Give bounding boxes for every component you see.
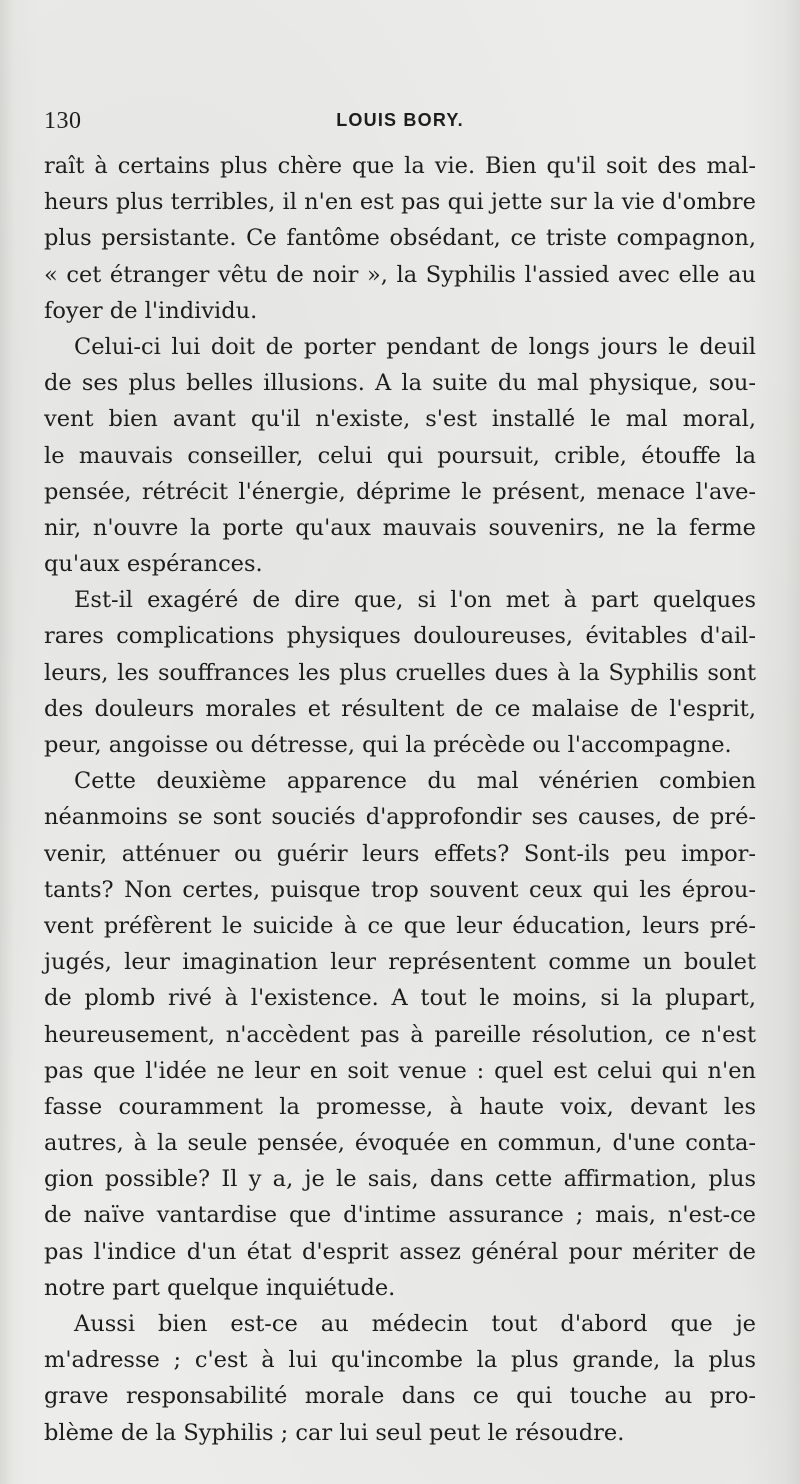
text-line: qu'aux espérances. <box>44 551 263 578</box>
text-line: de plomb rivé à l'existence. A tout le moins, si la plupart, <box>44 985 756 1012</box>
text-line: m'adresse ; c'est à lui qu'incombe la plus grande, la plus <box>44 1347 756 1374</box>
page-number: 130 <box>44 108 82 134</box>
text-line: plus persistante. Ce fantôme obsédant, ce triste compagnon, <box>44 225 756 252</box>
text-line: tants? Non certes, puisque trop souvent ceux qui les éprou- <box>44 876 756 903</box>
text-line: gion possible? Il y a, je le sais, dans cette affirmation, plus <box>44 1166 756 1193</box>
text-line: nir, n'ouvre la porte qu'aux mauvais souvenirs, ne la ferme <box>44 514 756 541</box>
text-line: Aussi bien est-ce au médecin tout d'abord que je <box>74 1311 756 1337</box>
text-line: Est-il exagéré de dire que, si l'on met à part quelques <box>74 587 756 614</box>
text-line: vent préfèrent le suicide à ce que leur éducation, leurs pré- <box>44 912 756 939</box>
text-line: néanmoins se sont souciés d'approfondir ses causes, de pré- <box>44 804 756 831</box>
text-line: raît à certains plus chère que la vie. Bien qu'il soit des mal- <box>44 153 756 179</box>
text-line: foyer de l'individu. <box>44 297 258 324</box>
text-line: venir, atténuer ou guérir leurs effets? Sont-ils peu impor- <box>44 840 756 867</box>
text-line: rares complications physiques douloureuses, évitables d'ail- <box>44 623 756 650</box>
text-line: pensée, rétrécit l'énergie, déprime le présent, menace l'ave- <box>44 478 756 505</box>
text-line: pas l'indice d'un état d'esprit assez général pour mériter de <box>44 1238 756 1265</box>
text-line: des douleurs morales et résultent de ce malaise de l'esprit, <box>44 695 756 722</box>
running-head <box>0 106 800 136</box>
text-line: notre part quelque inquiétude. <box>44 1274 396 1301</box>
text-line: « cet étranger vêtu de noir », la Syphilis l'assied avec elle au <box>44 261 756 288</box>
text-line: vent bien avant qu'il n'existe, s'est installé le mal moral, <box>44 406 756 433</box>
text-line: heureusement, n'accèdent pas à pareille résolution, ce n'est <box>44 1021 756 1048</box>
text-line: blème de la Syphilis ; car lui seul peut le résoudre. <box>44 1419 625 1446</box>
running-head-author: LOUIS BORY. <box>336 110 464 130</box>
text-line: heurs plus terribles, il n'en est pas qui jette sur la vie d'ombre <box>44 189 756 216</box>
text-line: pas que l'idée ne leur en soit venue : quel est celui qui n'en <box>44 1057 756 1084</box>
text-line: fasse couramment la promesse, à haute voix, devant les <box>44 1093 756 1120</box>
text-line: le mauvais conseiller, celui qui poursuit, crible, étouffe la <box>44 442 756 469</box>
text-line: autres, à la seule pensée, évoquée en commun, d'une conta- <box>44 1130 756 1157</box>
text-line: de naïve vantardise que d'intime assurance ; mais, n'est-ce <box>44 1202 756 1229</box>
body-text <box>44 148 756 1451</box>
text-line: Cette deuxième apparence du mal vénérien combien <box>74 768 756 795</box>
text-line: peur, angoisse ou détresse, qui la précède ou l'accompagne. <box>44 732 732 758</box>
text-line: jugés, leur imagination leur représentent comme un boulet <box>44 949 756 976</box>
text-line: leurs, les souffrances les plus cruelles dues à la Syphilis sont <box>44 659 756 686</box>
text-line: de ses plus belles illusions. A la suite du mal physique, sou- <box>44 370 756 397</box>
text-line: grave responsabilité morale dans ce qui touche au pro- <box>44 1383 756 1410</box>
text-line: Celui-ci lui doit de porter pendant de longs jours le deuil <box>74 333 756 360</box>
